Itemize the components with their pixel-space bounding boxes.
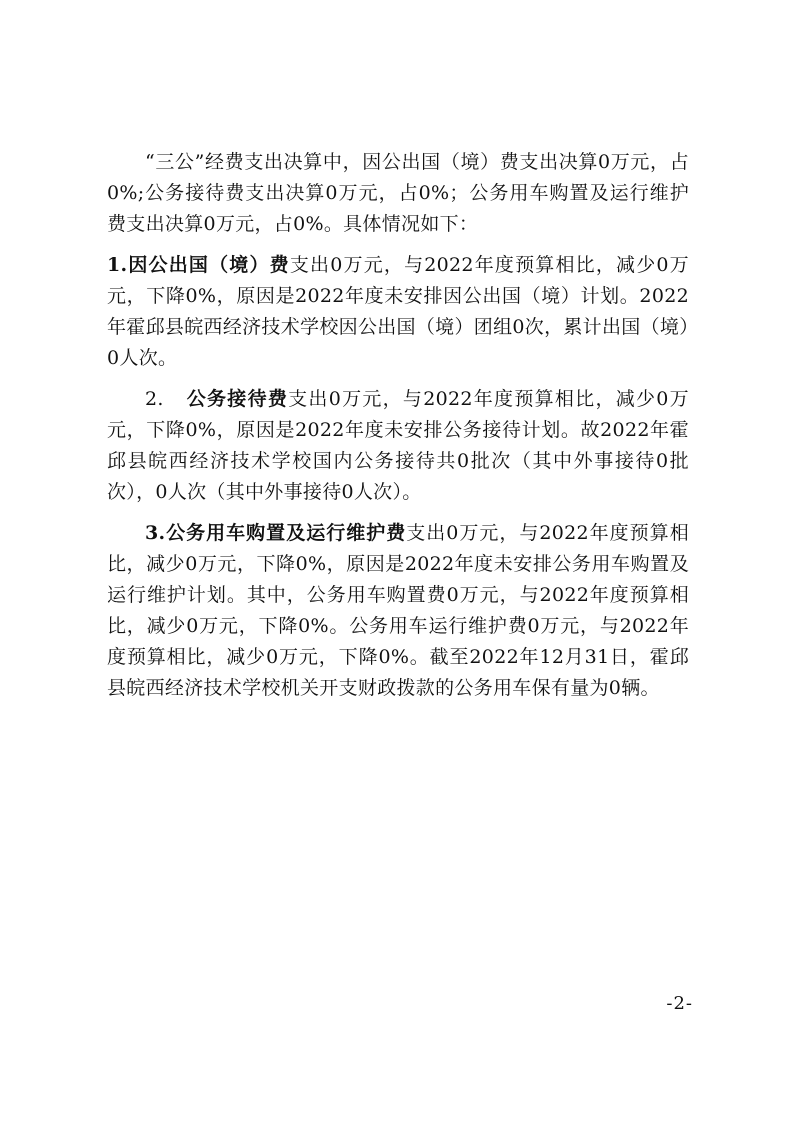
document-body (107, 147, 689, 714)
item-2-paragraph (107, 384, 689, 508)
item-2-title: 公务接待费 (185, 388, 289, 410)
page-number: -2- (666, 993, 693, 1014)
item-3-body: 支出0万元，与2022年度预算相比，减少0万元，下降0%，原因是2022年度未安排公务用车购置及运行维护计划。其中，公务用车购置费0万元，与2022年度预算相比，减少0万元，下降0%。公务用车运行维护费0万元，与2022年度预算相比，减少0万元，下降0%。截至2022年12月31日，霍邱县皖西经济技术学校机关开支财政拨款的公务用车保有量为0辆。 (107, 522, 689, 699)
item-1-title: 1.因公出国（境）费 (107, 254, 290, 276)
intro-paragraph (107, 147, 689, 240)
item-2-number: 2. (145, 388, 164, 410)
item-1-body: 支出0万元，与2022年度预算相比，减少0万元，下降0%，原因是2022年度未安排因公出国（境）计划。2022年霍邱县皖西经济技术学校因公出国（境）团组0次，累计出国（境）0人次。 (107, 254, 689, 369)
item-3-paragraph (107, 518, 689, 704)
item-1-paragraph (107, 250, 689, 374)
item-2-body: 支出0万元，与2022年度预算相比，减少0万元，下降0%，原因是2022年度未安排公务接待计划。故2022年霍邱县皖西经济技术学校国内公务接待共0批次（其中外事接待0批次），0人次（其中外事接待0人次）。 (107, 388, 689, 503)
intro-text: “三公”经费支出决算中，因公出国（境）费支出决算0万元，占0%;公务接待费支出决算0万元，占0%；公务用车购置及运行维护费支出决算0万元，占0%。具体情况如下： (107, 151, 689, 235)
item-3-title: 3.公务用车购置及运行维护费 (145, 522, 407, 544)
